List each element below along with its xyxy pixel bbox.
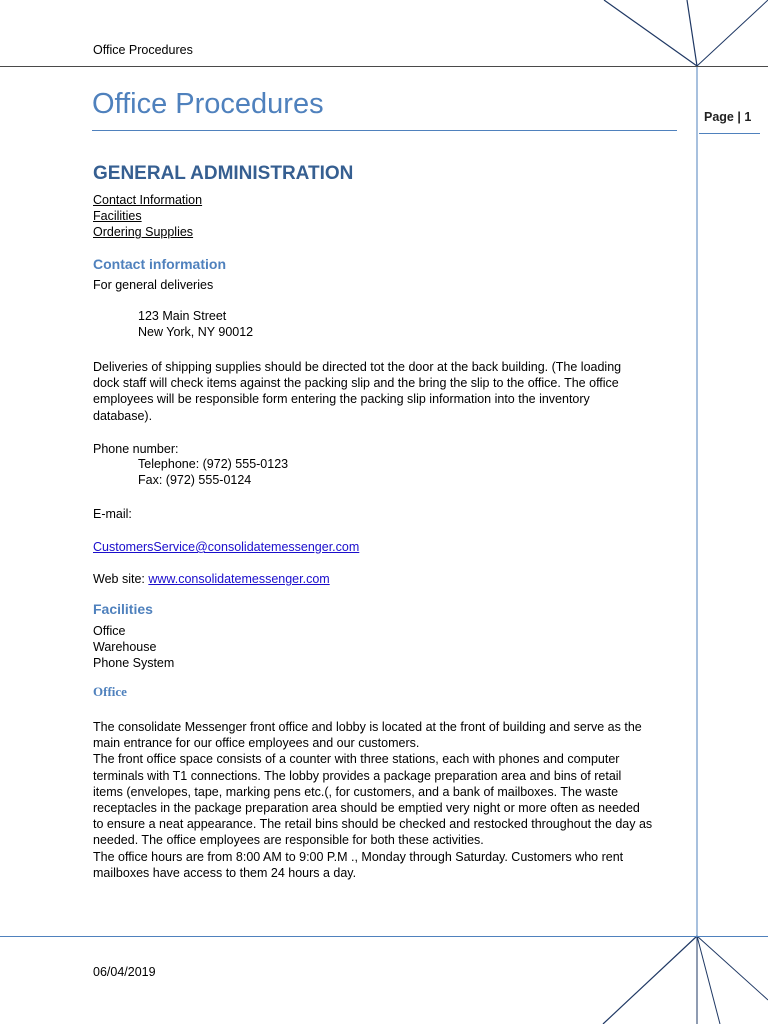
page-number: Page | 1 — [704, 110, 752, 124]
paragraph-line: needed. The office employees are responsible for both these activities. — [93, 833, 484, 848]
toc-link-contact-information[interactable]: Contact Information — [93, 193, 203, 207]
address-line-1: 123 Main Street — [138, 309, 227, 323]
office-heading: Office — [93, 684, 127, 699]
running-header: Office Procedures — [93, 43, 193, 57]
fax-number: Fax: (972) 555-0124 — [138, 473, 252, 487]
facility-item-office: Office — [93, 624, 126, 638]
paragraph-line: items (envelopes, tape, marking pens etc.(, for customers, and a bank of mailboxes. The waste — [93, 784, 619, 799]
facility-item-warehouse: Warehouse — [93, 640, 157, 654]
telephone-number: Telephone: (972) 555-0123 — [138, 457, 289, 471]
paragraph-line: employees will be responsible form entering the packing slip information into the inventory — [93, 392, 590, 407]
email-label: E-mail: — [93, 507, 132, 521]
paragraph-line: to ensure a neat appearance. The retail bins should be checked and restocked throughout the day as — [93, 817, 653, 832]
website-link[interactable]: www.consolidatemessenger.com — [148, 572, 330, 586]
toc-link-ordering-supplies[interactable]: Ordering Supplies — [93, 225, 194, 239]
paragraph-line: The office hours are from 8:00 AM to 9:00 P.M ., Monday through Saturday. Customers who rent — [93, 849, 624, 864]
delivery-paragraph — [93, 359, 683, 424]
facility-item-phone-system: Phone System — [93, 656, 175, 670]
section-heading: GENERAL ADMINISTRATION — [93, 163, 354, 184]
toc-link-facilities[interactable]: Facilities — [93, 209, 142, 223]
phone-label: Phone number: — [93, 442, 179, 456]
paragraph-line: mailboxes have access to them 24 hours a day. — [93, 865, 357, 880]
paragraph-line: receptacles in the package preparation area should be emptied very night or more often as needed — [93, 801, 640, 816]
address-line-2: New York, NY 90012 — [138, 325, 254, 339]
paragraph-line: dock staff will check items against the packing slip and the bring the slip to the office. The office — [93, 376, 619, 391]
facilities-heading: Facilities — [93, 601, 153, 617]
title-rule — [92, 130, 677, 131]
office-paragraph — [93, 719, 683, 881]
contact-intro: For general deliveries — [93, 278, 214, 292]
paragraph-line: Deliveries of shipping supplies should be directed tot the door at the back building. (The loading — [93, 360, 622, 374]
footer-date: 06/04/2019 — [93, 965, 156, 979]
email-link[interactable]: CustomersService@consolidatemessenger.com — [93, 540, 360, 554]
paragraph-line: database). — [93, 408, 153, 423]
contact-heading: Contact information — [93, 256, 226, 272]
document-title: Office Procedures — [92, 88, 324, 120]
paragraph-line: terminals with T1 connections. The lobby provides a package preparation area and bins of retail — [93, 768, 622, 783]
paragraph-line: main entrance for our office employees and our customers. — [93, 736, 420, 751]
paragraph-line: The consolidate Messenger front office and lobby is located at the front of building and serve as the — [93, 720, 642, 734]
website-label: Web site: — [93, 572, 149, 586]
website-row — [93, 571, 330, 587]
paragraph-line: The front office space consists of a counter with three stations, each with phones and computer — [93, 752, 620, 767]
footer-rule — [0, 936, 768, 937]
header-rule — [0, 66, 768, 67]
